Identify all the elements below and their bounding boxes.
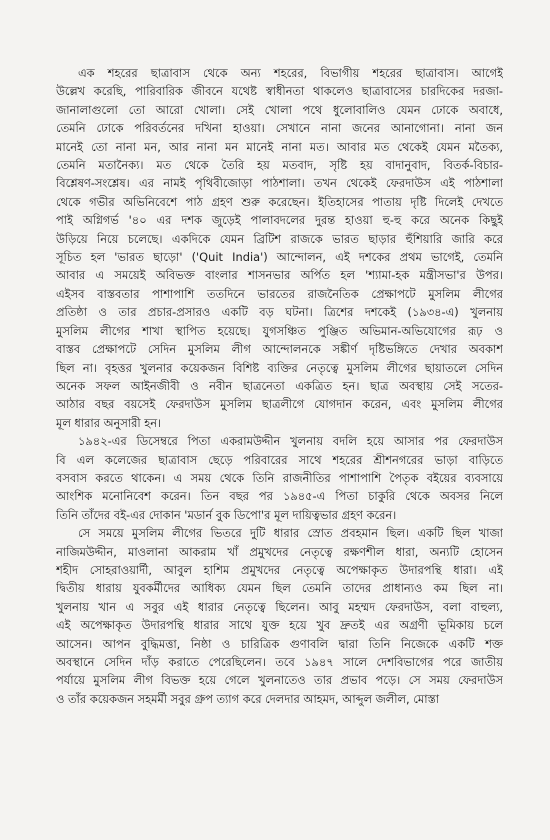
body-text bbox=[56, 64, 503, 708]
text-line: সে সময়ে মুসলিম লীগের ভিতরে দুটি ধারার স্রোত প্রবহমান ছিল। একটি ছিল খাজা bbox=[78, 526, 503, 541]
text-line: এই অপেক্ষাকৃত উদারপন্থি ধারার সাথে যুক্ত হয়ে খুব দ্রুতই এর অগ্রণী ভূমিকায় চলে bbox=[56, 618, 503, 633]
text-line: বি এল কলেজের ছাত্রাবাস ছেড়ে পরিবারের সাথে শহরের শ্রীশনগরের ভাড়া বাড়িতে bbox=[56, 452, 503, 467]
text-line: তিনি তাঁদের বই-এর দোকান 'মডার্ন বুক ডিপো'র মূল দায়িত্বভার গ্রহণ করেন। bbox=[56, 507, 397, 522]
text-line: উল্লেখ করেছি, পারিবারিক জীবনে যথেষ্ট স্বাধীনতা থাকলেও ছাত্রাবাসের চারদিকের দরজা- bbox=[56, 84, 503, 99]
paragraph bbox=[56, 432, 503, 524]
paragraph bbox=[56, 64, 503, 432]
text-line: খুলনায় খান এ সবুর এই ধারার নেতৃত্বে ছিলেন। আবু মহম্মদ ফেরদাউস, বলা বাহুল্য, bbox=[56, 599, 503, 614]
text-line: পর্যায়ে মুসলিম লীগ বিভক্ত হয়ে গেলে খুলনাতেও তার প্রভাব পড়ে। সে সময় ফেরদাউস bbox=[56, 673, 503, 688]
text-line: মুসলিম লীগের শাখা স্থাপিত হয়েছে। যুগসঞ্চিত পুঞ্জিত অভিমান-অভিযোগের রূঢ় ও bbox=[56, 323, 503, 338]
text-line: নাজিমউদ্দীন, মাওলানা আকরাম খাঁ প্রমুখদের নেতৃত্বে রক্ষণশীল ধারা, অন্যটি হোসেন bbox=[56, 544, 503, 559]
text-line: থেকে গভীর অভিনিবেশে পাঠ গ্রহণ শুরু করেছেন। ইতিহাসের পাতায় দৃষ্টি দিলেই দেখতে bbox=[56, 194, 503, 209]
text-line: মানেই তো নানা মন, আর নানা মন মানেই নানা মত। আবার মত থেকেই যেমন মতৈক্য, bbox=[56, 139, 503, 154]
text-line: ছিল না। বৃহত্তর খুলনার কয়েকজন বিশিষ্ট ব্যক্তির নেতৃত্বে মুসলিম লীগের ছায়াতলে সেদিন bbox=[56, 360, 503, 375]
paragraph bbox=[56, 524, 503, 708]
text-line: আবার এ সময়েই অবিভক্ত বাংলার শাসনভার অর্পিত হল 'শ্যামা-হক মন্ত্রীসভা'র উপর। bbox=[56, 268, 503, 283]
text-line: বসবাস করতে থাকেন। এ সময় থেকে তিনি রাজনীতির পাশাপাশি পৈতৃক বইয়ের ব্যবসায়ে bbox=[56, 470, 503, 485]
text-line: আংশিক মনোনিবেশ করেন। তিন বছর পর ১৯৪৫-এ পিতা চাকুরি থেকে অবসর নিলে bbox=[56, 489, 503, 504]
text-line: বাস্তব প্রেক্ষাপটে সেদিন মুসলিম লীগ আন্দোলনকে সঙ্কীর্ণ দৃষ্টিভঙ্গিতে দেখার অবকাশ bbox=[56, 342, 503, 357]
text-line: বিশ্লেষণ-সংশ্লেষ। এর নামই পৃথিবীজোড়া পাঠশালা। তখন থেকেই ফেরদাউস এই পাঠশালা bbox=[56, 176, 503, 191]
text-line: এক শহরের ছাত্রাবাস থেকে অন্য শহরের, বিভাগীয় শহরের ছাত্রাবাস। আগেই bbox=[78, 66, 503, 80]
text-line: দ্বিতীয় ধারায় যুবকর্মীদের আধিক্য যেমন ছিল তেমনি তাদের প্রাধান্যও কম ছিল না। bbox=[56, 581, 503, 596]
text-line: অবস্থানে সেদিন দাঁড় করাতে পেরেছিলেন। তবে ১৯৪৭ সালে দেশবিভাগের পরে জাতীয় bbox=[56, 655, 503, 669]
text-line: উড়িয়ে নিয়ে চলেছে। একদিকে যেমন ব্রিটিশ রাজকে ভারত ছাড়ার হুঁশিয়ারি জারি করে bbox=[56, 231, 503, 246]
text-line: শহীদ সোহরাওয়ার্দী, আবুল হাশিম প্রমুখদের নেতৃত্বে অপেক্ষাকৃত উদারপন্থি ধারা। এই bbox=[56, 562, 503, 577]
text-line: আসেন। আপন বুদ্ধিমত্তা, নিষ্ঠা ও চারিত্রিক গুণাবলি দ্বারা তিনি নিজেকে একটি শক্ত bbox=[56, 636, 503, 651]
text-line: প্রতিষ্ঠা ও তার প্রচার-প্রসারও একটি বড় ঘটনা। ত্রিশের দশকেই (১৯৩৪-এ) খুলনায় bbox=[56, 305, 503, 320]
text-line: অনেক সফল আইনজীবী ও নবীন ছাত্রনেতা একত্রিত হন। ছাত্র অবস্থায় সেই সতের- bbox=[56, 378, 503, 393]
text-line: এইসব বাস্তবতার পাশাপাশি ততদিনে ভারতের রাজনৈতিক প্রেক্ষাপটে মুসলিম লীগের bbox=[56, 286, 503, 301]
text-line: জানালাগুলো তো আরো খোলা। সেই খোলা পথে ধুলোবালিও যেমন ঢোকে অবাধে, bbox=[56, 102, 503, 117]
text-line: আঠার বছর বয়সেই ফেরদাউস মুসলিম ছাত্রলীগে যোগদান করেন, এবং মুসলিম লীগের bbox=[56, 397, 503, 412]
text-line: তেমনি মতানৈক্য। মত থেকে তৈরি হয় মতবাদ, সৃষ্টি হয় বাদানুবাদ, বিতর্ক-বিচার- bbox=[56, 158, 503, 173]
text-line: পাই অগ্নিগর্ভ '৪০ এর দশক জুড়েই পালাবদলের দুরন্ত হাওয়া হু-হু করে অনেক কিছুই bbox=[56, 213, 503, 228]
text-line: সূচিত হল 'ভারত ছাড়ো' ('Quit India') আন্দোলন, এই দশকের প্রথম ভাগেই, তেমনি bbox=[56, 250, 503, 265]
text-line: ও তাঁর কয়েকজন সহমর্মী সবুর গ্রুপ ত্যাগ করে দেলদার আহমদ, আব্দুল জলীল, মোস্তা bbox=[56, 691, 440, 706]
text-line: তেমনি ঢোকে পরিবর্তনের দখিনা হাওয়া। সেখানে নানা জনের আনাগোনা। নানা জন bbox=[56, 121, 503, 136]
text-line: মূল ধারার অনুসারী হন। bbox=[56, 415, 162, 430]
text-line: ১৯৪২-এর ডিসেম্বরে পিতা একরামউদ্দীন খুলনায় বদলি হয়ে আসার পর ফেরদাউস bbox=[78, 434, 503, 449]
